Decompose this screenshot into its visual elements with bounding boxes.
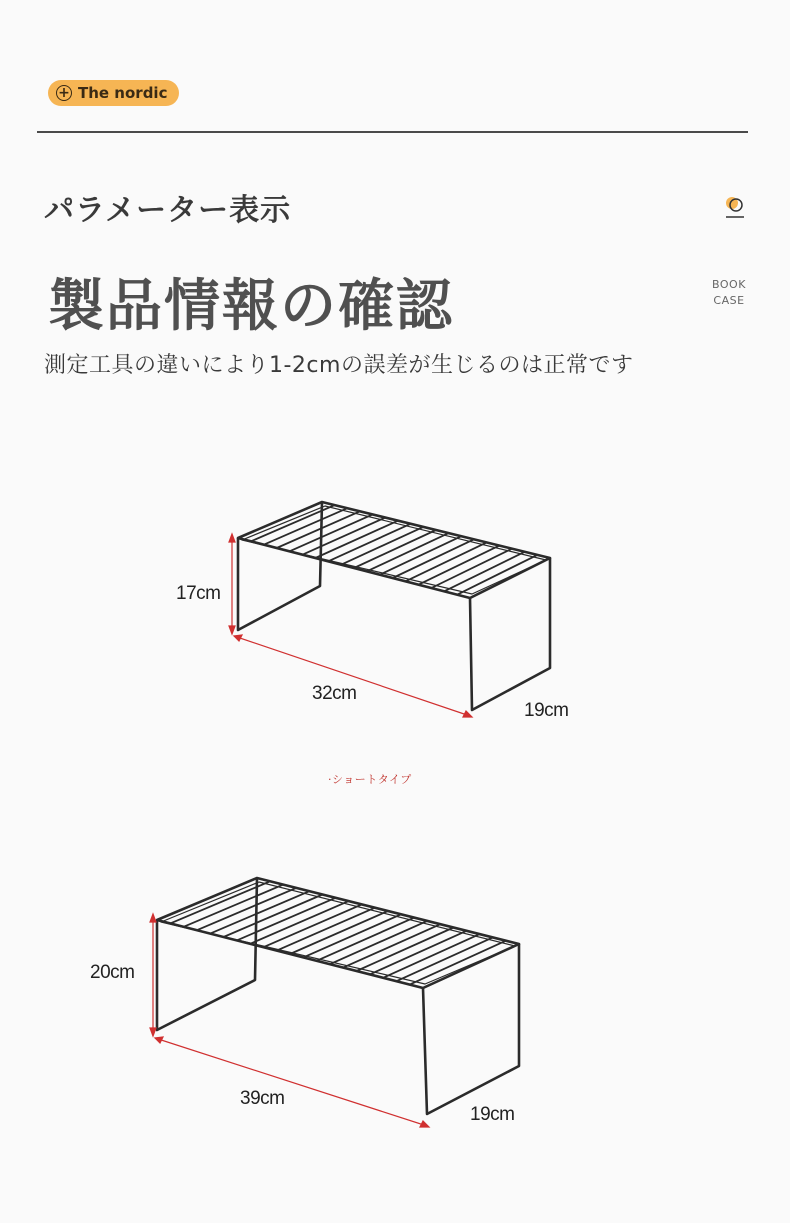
shelf-wire [370,931,467,975]
shelf-wire [224,895,323,938]
shelf-wire [184,885,284,927]
depth-label-1: 19cm [524,700,569,721]
shelf-wire [383,934,480,978]
circle-mark-icon [720,190,748,222]
shelf-wire [330,921,427,964]
length-label-1: 32cm [312,683,357,704]
shelf-wire [357,928,454,972]
shelf-wire [396,937,492,981]
height-label-1: 17cm [176,583,221,604]
depth-label-2: 19cm [470,1104,515,1125]
section-subtitle: パラメーター表示 [44,193,292,228]
brand-tag-label: The nordic [78,84,168,102]
plus-circle-icon: + [56,85,72,101]
shelf-wire [303,914,401,957]
header-divider [37,131,748,133]
long-rack-diagram [145,870,535,1140]
shelf-wire [197,888,296,930]
shelf-wires [170,881,506,984]
rack-frame [238,502,550,710]
shelf-wire [343,924,440,967]
shelf-wire [250,901,349,944]
type-caption: ·ショートタイプ [328,773,412,786]
page-title: 製品情報の確認 [48,274,454,339]
shelf-wire [210,891,309,933]
shelf-wire [277,908,375,951]
short-rack-diagram [220,490,580,730]
brand-tag [48,80,179,106]
side-label-line2: CASE [713,294,745,307]
measurement-note: 測定工具の違いにより1-2cmの誤差が生じるのは正常です [44,353,634,378]
height-label-2: 20cm [90,962,135,983]
rack-frame [157,878,519,1114]
shelf-wire [410,941,506,985]
side-label [706,277,752,309]
shelf-wire [290,911,388,954]
shelf-wire [317,918,415,961]
shelf-wire [237,898,336,941]
shelf-wire [263,904,361,947]
side-label-line1: BOOK [712,278,746,291]
length-label-2: 39cm [240,1088,285,1109]
